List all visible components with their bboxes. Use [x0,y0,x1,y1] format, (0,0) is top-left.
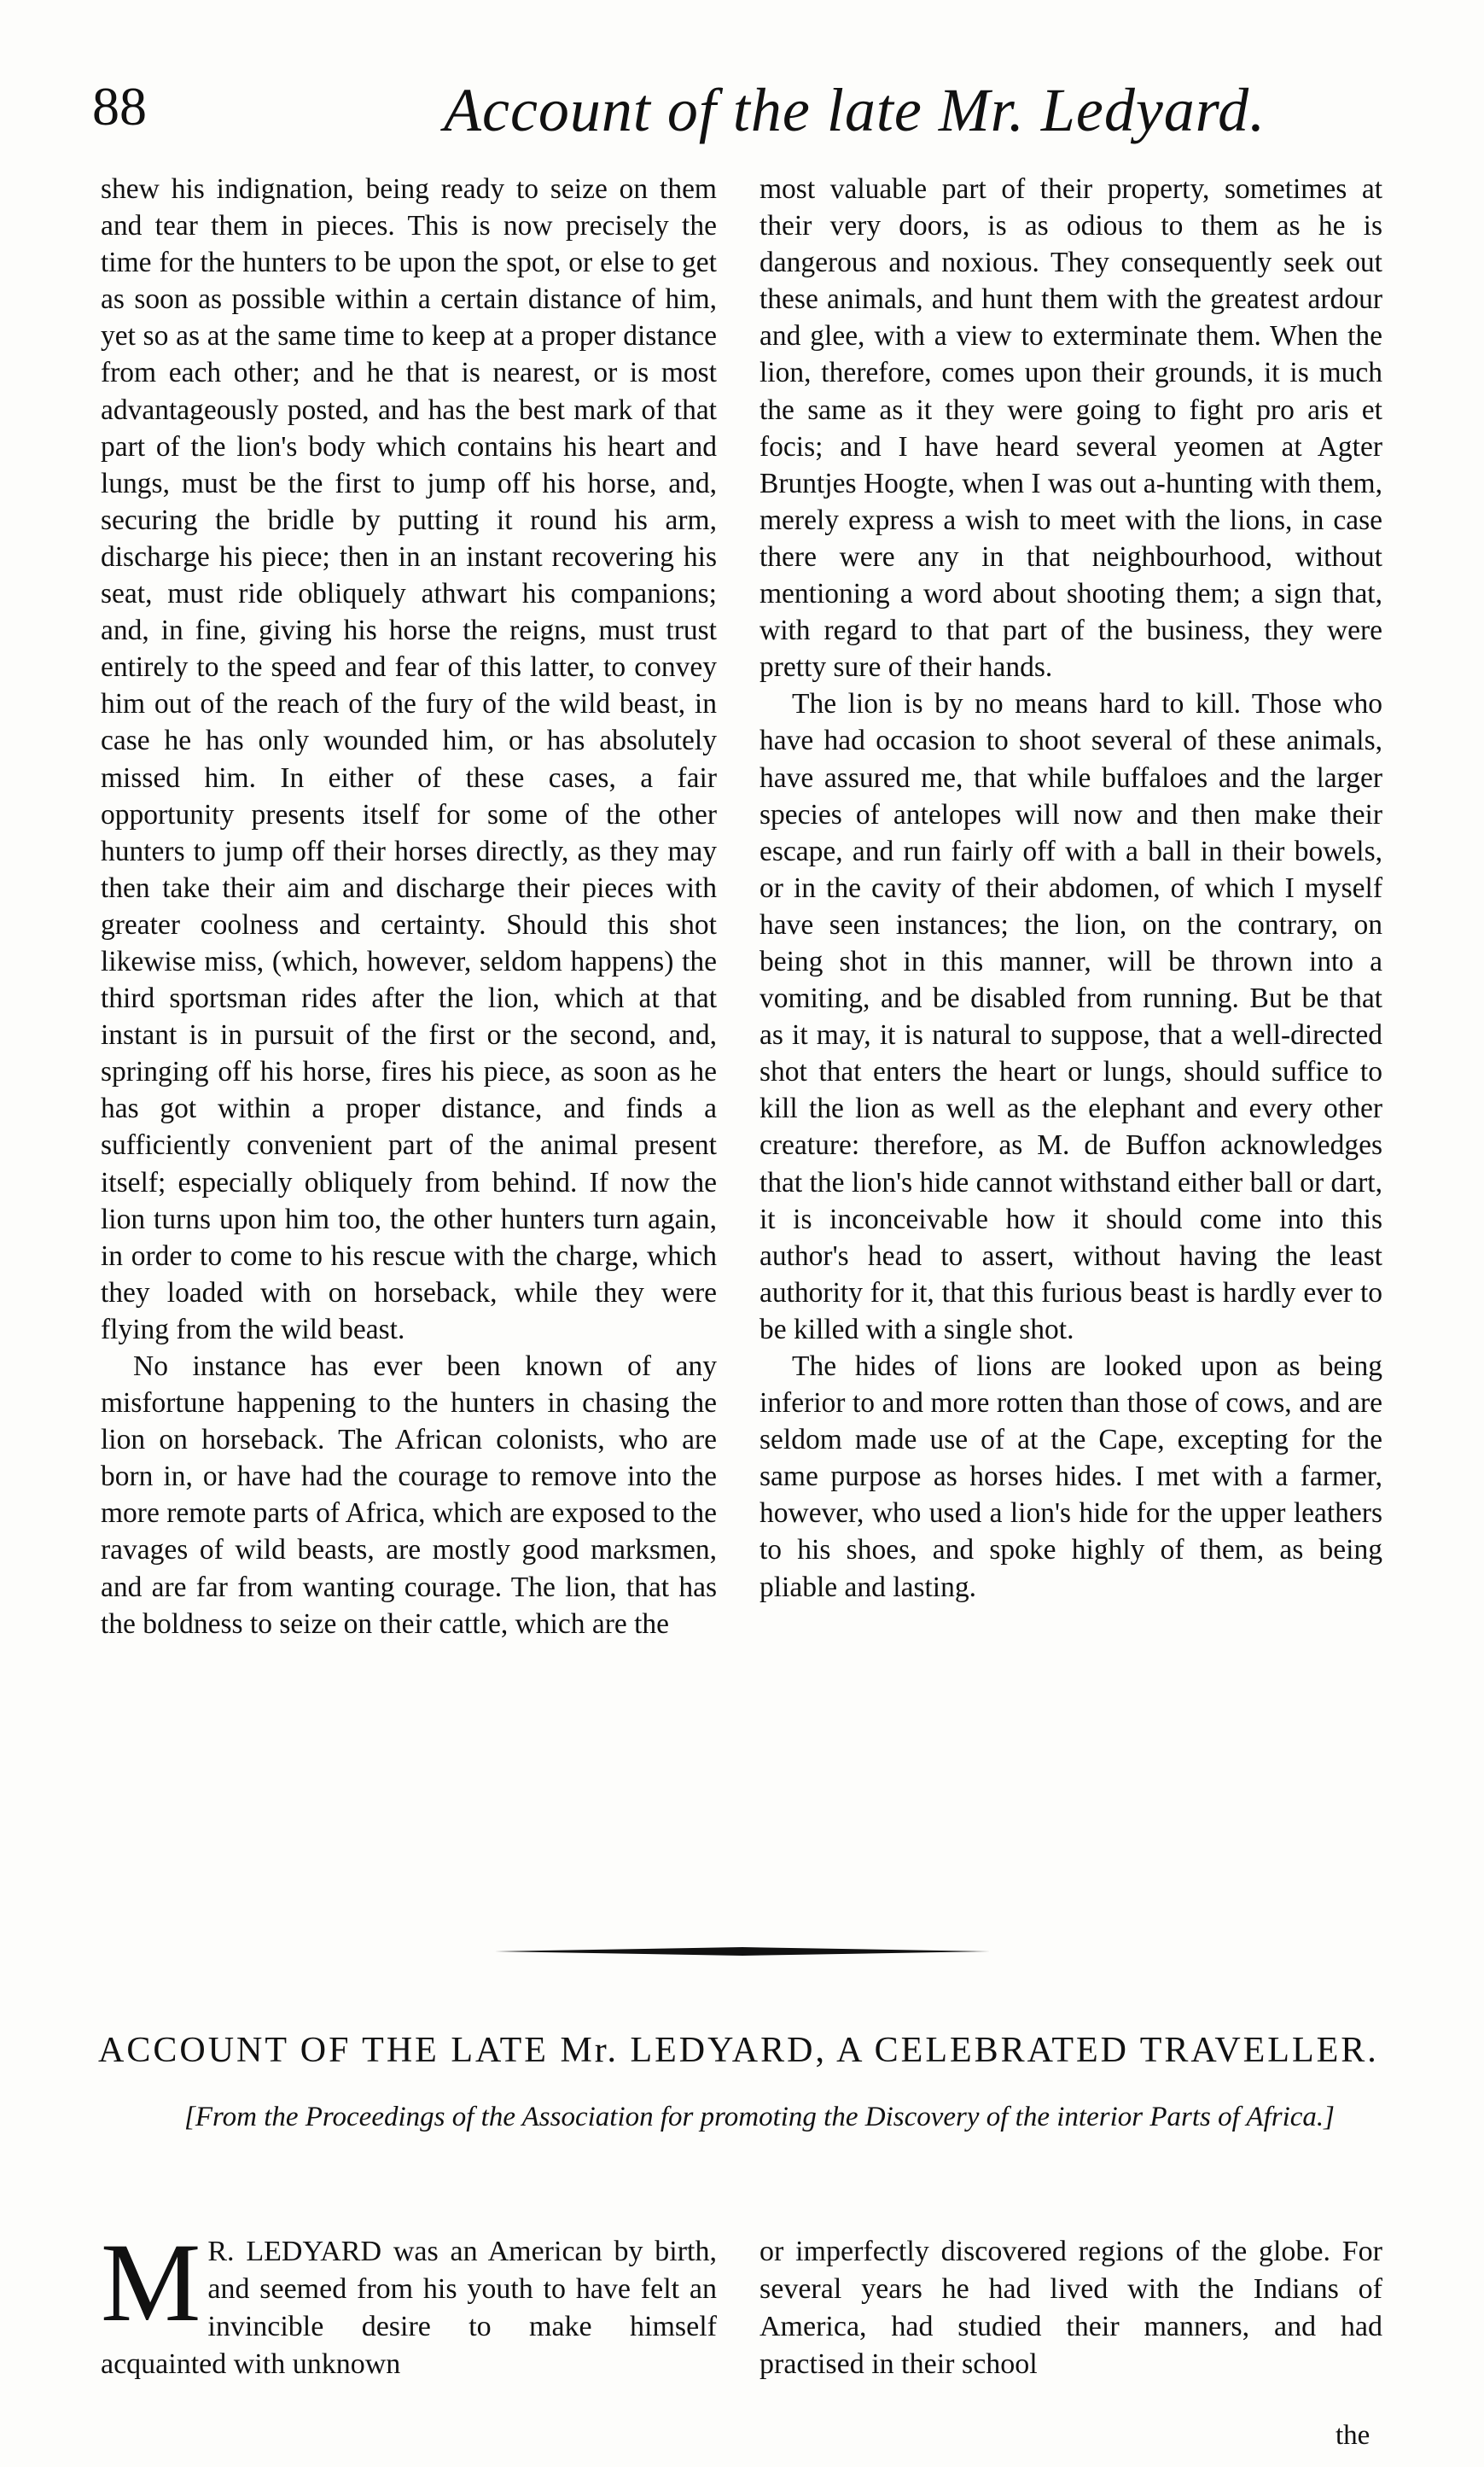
article-right-text: or imperfectly discovered regions of the globe. For several years he had lived with the Indians of America, had studied their manners, and had practised in their school [759,2236,1382,2380]
drop-cap: M [101,2219,201,2345]
article-source-note: [From the Proceedings of the Association for promoting the Discovery of the interior Parts of Africa.] [184,2102,1335,2132]
left-column [101,171,717,1642]
right-paragraph-3: The hides of lions are looked upon as being inferior to and more rotten than those of cows, and are seldom made use of at the Cape, excepting for the same purpose as horses hides. I met with a farmer, however, who used a lion's hide for the upper leathers to his shoes, and spoke highly of them, as being pliable and lasting. [759,1350,1382,1603]
running-head: Account of the late Mr. Ledyard. [444,76,1266,144]
right-paragraph-1: most valuable part of their property, sometimes at their very doors, is as odious to them as he is dangerous and noxious. They consequently seek out these animals, and hunt them with the greatest ardour and glee, with a view to exterminate them. When the lion, therefore, comes upon their grounds, it is much the same as it they were going to fight pro aris et focis; and I have heard several yeomen at Agter Bruntjes Hoogte, when I was out a-hunting with them, merely express a wish to meet with the lions, in case there were any in that neighbourhood, without mentioning a word about shooting them; a sign that, with regard to that part of the business, they were pretty sure of their hands. [759,173,1382,684]
article-right-column [759,2233,1382,2383]
page-header [85,75,1417,169]
section-divider-rule [495,1946,990,1957]
article-left-column [101,2219,717,2383]
article-title: ACCOUNT OF THE LATE Mr. LEDYARD, A CELEBRATED TRAVELLER. [98,2031,1379,2070]
page-number: 88 [92,76,147,137]
article-left-text: R. LEDYARD was an American by birth, and seemed from his youth to have felt an invincible desire to make himself acquainted with unknown [101,2236,717,2380]
catchword: the [1336,2420,1371,2451]
left-paragraph-2: No instance has ever been known of any misfortune happening to the hunters in chasing the lion on horseback. The African colonists, who are born in, or have had the courage to remove into the more remote parts of Africa, which are exposed to the ravages of wild beasts, are mostly good marksmen, and are far from wanting courage. The lion, that has the boldness to seize on their cattle, which are the [101,1350,717,1640]
right-column [759,171,1382,1606]
right-paragraph-2: The lion is by no means hard to kill. Those who have had occasion to shoot several of these animals, have assured me, that while buffaloes and the larger species of antelopes will now and then make their escape, and run fairly off with a ball in their bowels, or in the cavity of their abdomen, of which I myself have seen instances; the lion, on the contrary, on being shot in this manner, will be thrown into a vomiting, and be disabled from running. But be that as it may, it is natural to suppose, that a well-directed shot that enters the heart or lungs, should suffice to kill the lion as well as the elephant and every other creature: therefore, as M. de Buffon acknowledges that the lion's hide cannot withstand either ball or dart, it is inconceivable how it should come into this author's head to assert, without having the least authority for it, that this furious beast is hardly ever to be killed with a single shot. [759,688,1382,1345]
left-paragraph-1: shew his indignation, being ready to seize on them and tear them in pieces. This is now precisely the time for the hunters to be upon the spot, or else to get as soon as possible within a certain distance of him, yet so as at the same time to keep at a proper distance from each other; and he that is nearest, or is most advantageously posted, and has the best mark of that part of the lion's body which contains his heart and lungs, must be the first to jump off his horse, and, securing the bridle by putting it round his arm, discharge his piece; then in an instant recovering his seat, must ride obliquely athwart his companions; and, in fine, giving his horse the reigns, must trust entirely to the speed and fear of this latter, to convey him out of the reach of the fury of the wild beast, in case he has only wounded him, or has absolutely missed him. In either of these cases, a fair opportunity presents itself for some of the other hunters to jump off their horses directly, as they may then take their aim and discharge their pieces with greater coolness and certainty. Should this shot likewise miss, (which, however, seldom happens) the third sportsman rides after the lion, which at that instant is in pursuit of the first or the second, and, springing off his horse, fires his piece, as soon as he has got within a proper distance, and finds a sufficiently convenient part of the animal present itself; especially obliquely from behind. If now the lion turns upon him too, the other hunters turn again, in order to come to his rescue with the charge, which they loaded with on horseback, while they were flying from the wild beast. [101,173,717,1345]
